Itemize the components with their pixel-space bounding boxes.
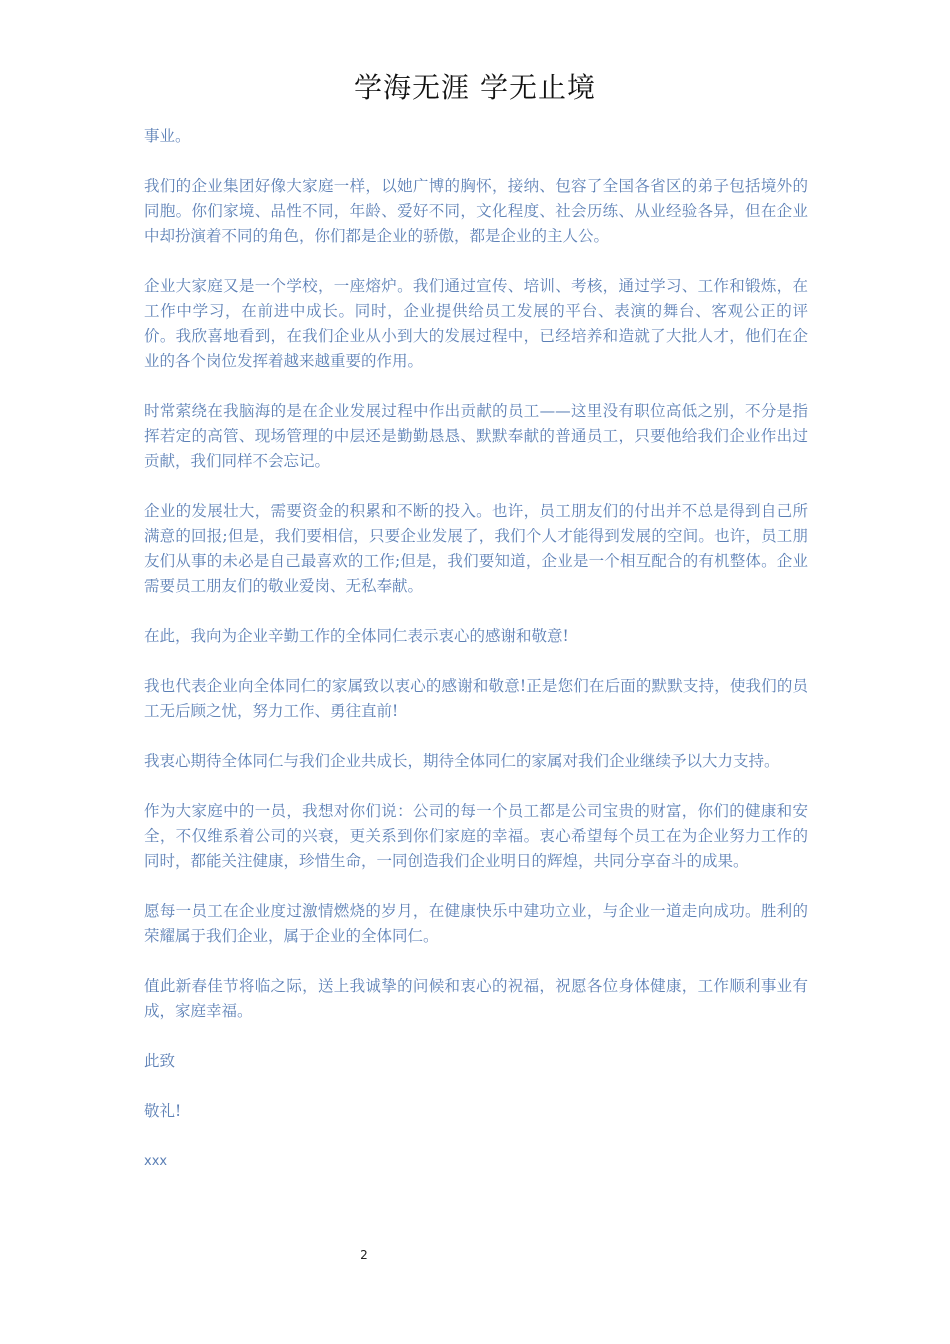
page-number: 2 [360,1248,368,1262]
paragraph: 作为大家庭中的一员，我想对你们说：公司的每一个员工都是公司宝贵的财富，你们的健康和安全，不仅维系着公司的兴衰，更关系到你们家庭的幸福。衷心希望每个员工在为企业努力工作的同时，都能关注健康，珍惜生命，一同创造我们企业明日的辉煌，共同分享奋斗的成果。 [144,802,808,870]
closing-salutation: 此致 [144,1052,176,1070]
paragraph: 事业。 [144,127,191,145]
letter-body [144,124,808,1199]
paragraph: 我衷心期待全体同仁与我们企业共成长，期待全体同仁的家属对我们企业继续予以大力支持。 [144,752,780,770]
paragraph: 愿每一员工在企业度过激情燃烧的岁月，在健康快乐中建功立业，与企业一道走向成功。胜利的荣耀属于我们企业，属于企业的全体同仁。 [144,902,808,945]
paragraph: 在此，我向为企业辛勤工作的全体同仁表示衷心的感谢和敬意! [144,627,569,645]
paragraph: 时常萦绕在我脑海的是在企业发展过程中作出贡献的员工——这里没有职位高低之别，不分是指挥若定的高管、现场管理的中层还是勤勤恳恳、默默奉献的普通员工，只要他给我们企业作出过贡献，我们同样不会忘记。 [144,402,808,470]
paragraph: 企业大家庭又是一个学校，一座熔炉。我们通过宣传、培训、考核，通过学习、工作和锻炼，在工作中学习，在前进中成长。同时，企业提供给员工发展的平台、表演的舞台、客观公正的评价。我欣喜地看到，在我们企业从小到大的发展过程中，已经培养和造就了大批人才，他们在企业的各个岗位发挥着越来越重要的作用。 [144,277,808,370]
closing-regards: 敬礼! [144,1102,182,1120]
paragraph: 值此新春佳节将临之际，送上我诚挚的问候和衷心的祝福，祝愿各位身体健康，工作顺利事业有成，家庭幸福。 [144,977,808,1020]
signature: xxx [144,1154,168,1169]
paragraph: 企业的发展壮大，需要资金的积累和不断的投入。也许，员工朋友们的付出并不总是得到自己所满意的回报;但是，我们要相信，只要企业发展了，我们个人才能得到发展的空间。也许，员工朋友们从事的未必是自己最喜欢的工作;但是，我们要知道，企业是一个相互配合的有机整体。企业需要员工朋友们的敬业爱岗、无私奉献。 [144,502,808,595]
paragraph: 我也代表企业向全体同仁的家属致以衷心的感谢和敬意!正是您们在后面的默默支持，使我们的员工无后顾之忧，努力工作、勇往直前! [144,677,808,720]
paragraph: 我们的企业集团好像大家庭一样，以她广博的胸怀，接纳、包容了全国各省区的弟子包括境外的同胞。你们家境、品性不同，年龄、爱好不同，文化程度、社会历练、从业经验各异，但在企业中却扮演着不同的角色，你们都是企业的骄傲，都是企业的主人公。 [144,177,808,245]
page-header-title: 学海无涯 学无止境 [354,71,596,104]
